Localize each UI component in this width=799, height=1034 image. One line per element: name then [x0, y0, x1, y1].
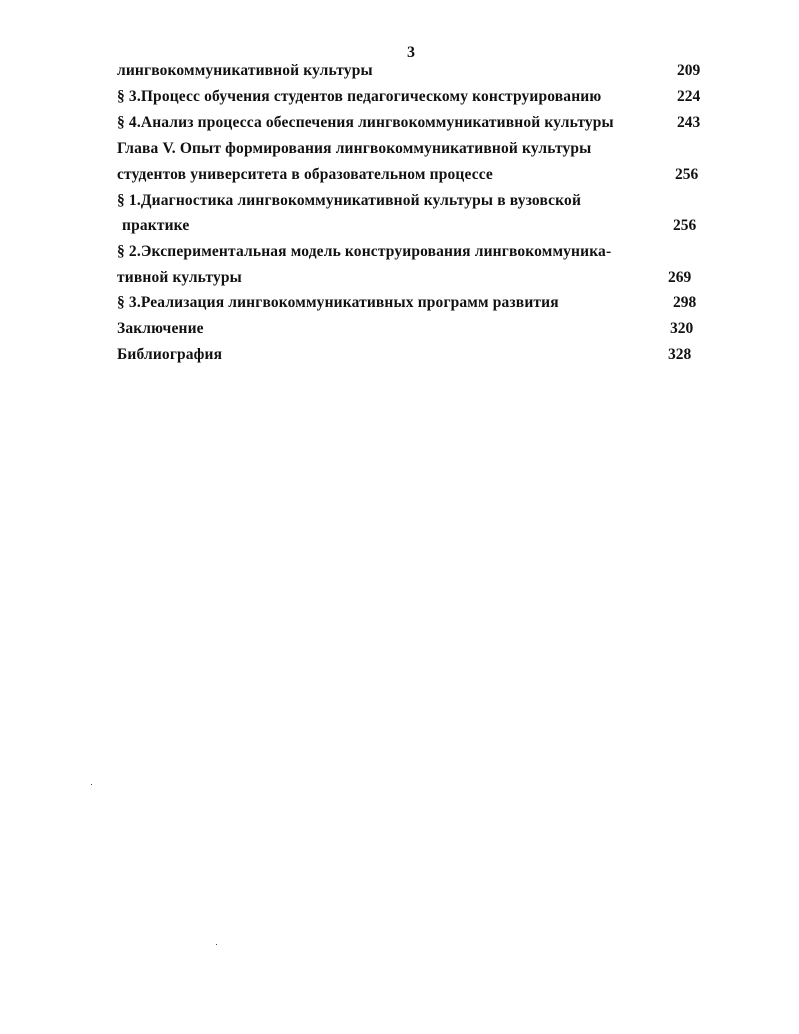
toc-entry-page: 256 — [675, 166, 699, 183]
toc-entry-text: § 1.Диагностика лингвокоммуникативной культуры в вузовской — [117, 192, 582, 209]
toc-entry-text: тивной культуры — [117, 269, 242, 286]
toc-entry-page: 320 — [670, 320, 694, 337]
toc-entry-page: 256 — [673, 217, 697, 234]
page-number: 3 — [407, 44, 415, 61]
toc-entry-page: 298 — [673, 294, 697, 311]
toc-entry-text: § 3.Процесс обучения студентов педагогическому конструированию — [117, 88, 602, 105]
toc-entry-text: § 4.Анализ процесса обеспечения лингвокоммуникативной культуры — [117, 114, 614, 131]
toc-entry-page: 328 — [668, 346, 692, 363]
toc-entry-page: 269 — [668, 269, 692, 286]
toc-entry-text: лингвокоммуникативной культуры — [117, 62, 373, 79]
toc-entry-page: 243 — [677, 114, 701, 131]
scan-speck — [216, 944, 217, 945]
scan-speck — [91, 784, 92, 785]
toc-entry-text: § 3.Реализация лингвокоммуникативных программ развития — [117, 294, 559, 311]
toc-entry-text: § 2.Экспериментальная модель конструирования лингвокоммуника- — [117, 243, 612, 260]
toc-entry-text: практике — [122, 217, 190, 234]
toc-entry-page: 224 — [677, 88, 701, 105]
toc-entry-text: студентов университета в образовательном процессе — [117, 166, 493, 183]
toc-entry-text: Библиография — [117, 346, 223, 363]
toc-entry-text: Глава V. Опыт формирования лингвокоммуникативной культуры — [117, 140, 592, 157]
toc-entry-page: 209 — [677, 62, 701, 79]
toc-entry-text: Заключение — [117, 320, 204, 337]
